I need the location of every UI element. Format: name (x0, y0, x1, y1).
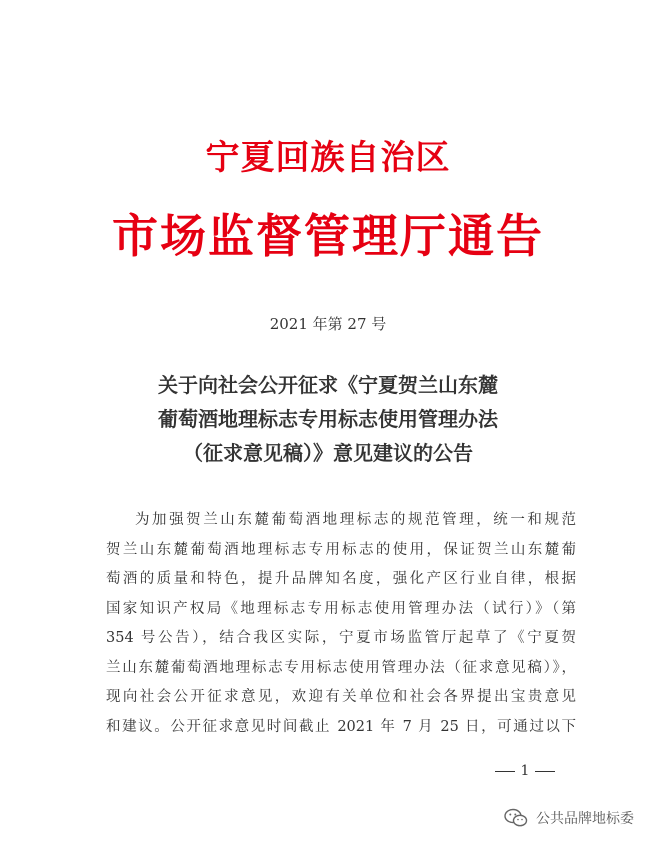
body-line-4: 国家知识产权局《地理标志专用标志使用管理办法（试行）》（第 (106, 600, 576, 617)
body-line-7: 现向社会公开征求意见，欢迎有关单位和社会各界提出宝贵意见 (106, 689, 576, 705)
page-number (470, 763, 580, 779)
body-line-8: 和建议。公开征求意见时间截止 2021 年 7 月 25 日，可通过以下 (106, 718, 576, 735)
body-line-5: 354 号公告），结合我区实际，宁夏市场监管厅起草了《宁夏贺 (106, 630, 576, 646)
wechat-icon (504, 808, 528, 828)
body-line-2: 贺兰山东麓葡萄酒地理标志专用标志的使用，保证贺兰山东麓葡 (106, 541, 576, 558)
title-line-2: 葡萄酒地理标志专用标志使用管理办法 (158, 407, 498, 431)
page-number-dash-right (535, 771, 555, 772)
notice-heading: 市场监督管理厅通告 (112, 209, 544, 263)
watermark-text: 公共品牌地标委 (536, 811, 634, 827)
title-line-3: （征求意见稿）》意见建议的公告 (183, 441, 473, 465)
notice-title (0, 368, 656, 470)
body-line-1: 为加强贺兰山东麓葡萄酒地理标志的规范管理，统一和规范 (135, 512, 576, 528)
body-line-3: 萄酒的质量和特色，提升品牌知名度，强化产区行业自律，根据 (106, 571, 576, 587)
page-number-dash-left (495, 771, 515, 772)
issuer-name: 宁夏回族自治区 (205, 138, 451, 178)
body-paragraph (106, 506, 576, 742)
page-number-value: 1 (520, 763, 530, 779)
title-line-1: 关于向社会公开征求《宁夏贺兰山东麓 (158, 373, 498, 397)
body-line-6: 兰山东麓葡萄酒地理标志专用标志使用管理办法（征求意见稿）》， (106, 659, 576, 676)
document-number: 2021 年第 27 号 (269, 315, 387, 333)
account-watermark (504, 806, 634, 830)
